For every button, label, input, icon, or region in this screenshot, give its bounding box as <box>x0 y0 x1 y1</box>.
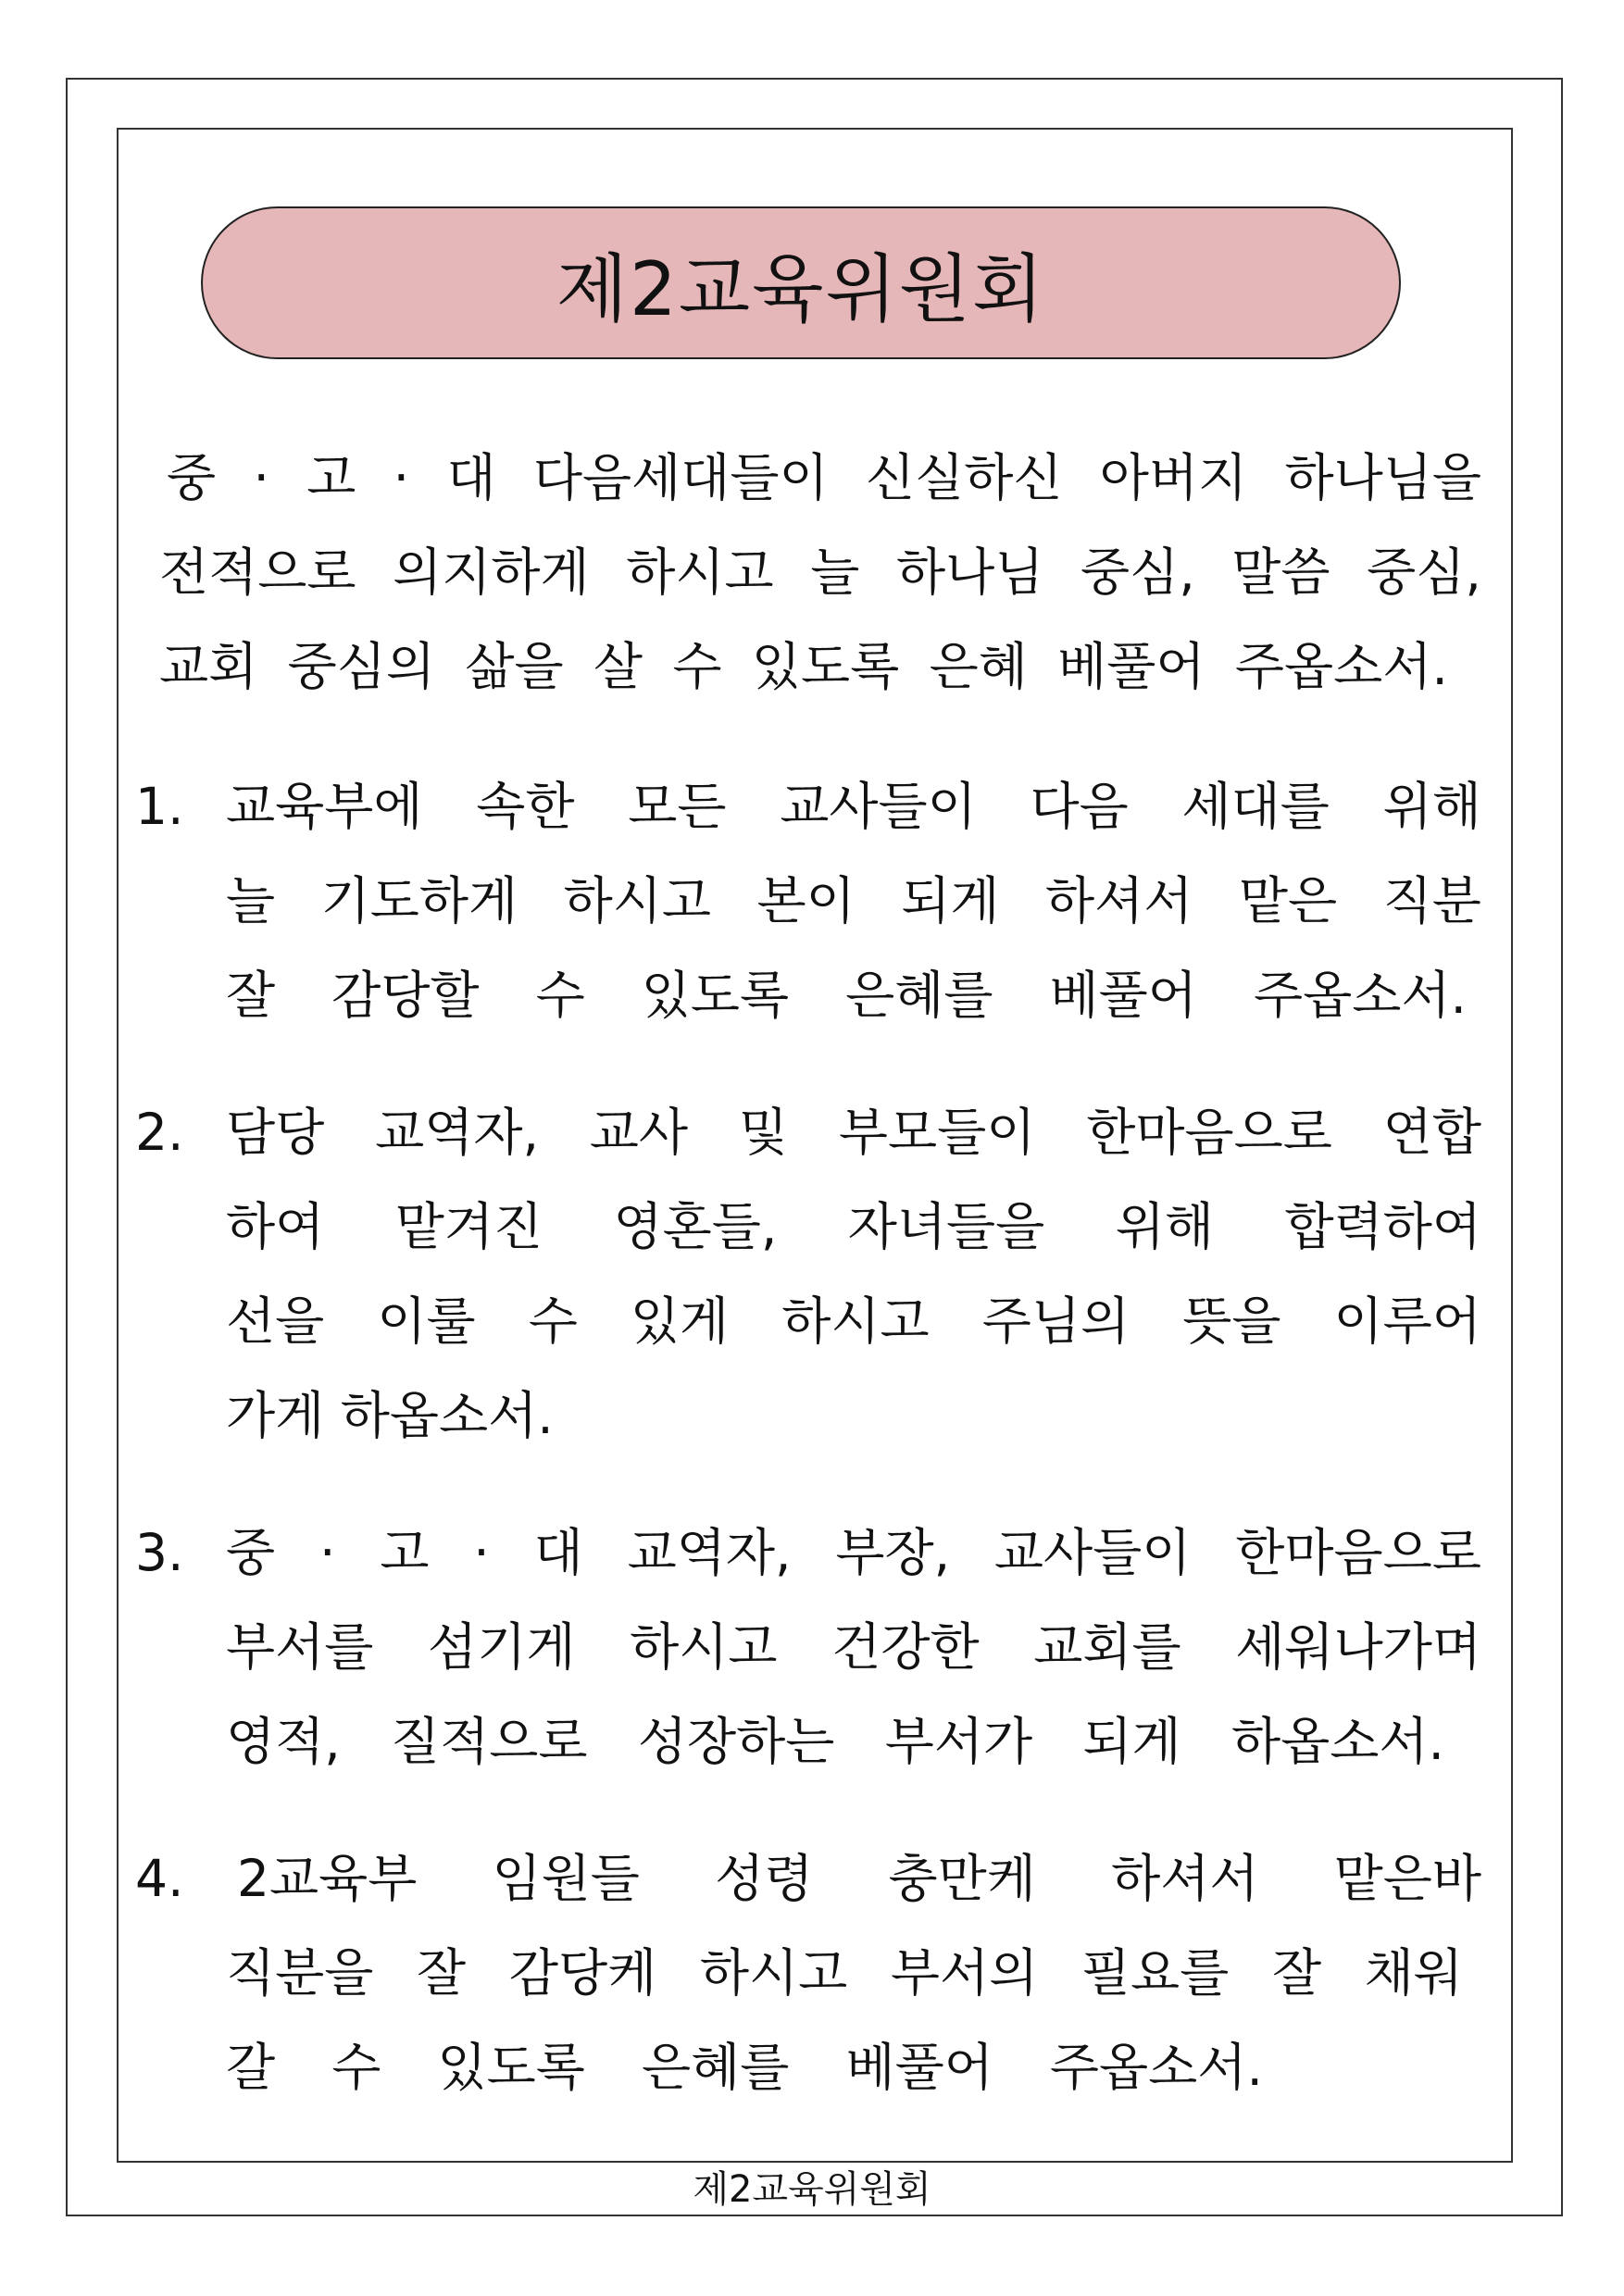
item-line <box>226 759 1481 854</box>
word: 대 <box>446 448 496 507</box>
word: 되게 <box>901 871 1000 930</box>
item-line <box>226 854 1481 948</box>
word: 2교육부 <box>237 1849 418 1908</box>
word: 감당케 <box>508 1943 657 2003</box>
word: 세대를 <box>1181 777 1330 836</box>
page-footer: 제2교육위원회 <box>693 2168 931 2211</box>
word: 맡은바 <box>1333 1849 1481 1908</box>
word: 중 <box>226 1523 276 1582</box>
item-number: 3. <box>135 1523 184 1582</box>
word: 영적, <box>226 1712 341 1771</box>
word: 부모들이 <box>838 1103 1036 1162</box>
word: 하셔서 <box>1045 871 1193 930</box>
word: 부장, <box>835 1523 951 1582</box>
word: 선을 <box>226 1292 325 1351</box>
intro-line <box>159 525 1481 619</box>
word: 필요를 <box>1081 1943 1230 2003</box>
word: 말씀 <box>1231 543 1330 602</box>
word: 속한 <box>476 777 575 836</box>
word: 감당할 <box>331 966 480 1025</box>
word: 주님의 <box>981 1292 1131 1351</box>
word: 영혼들, <box>613 1197 778 1256</box>
word: 하시고 <box>699 1943 848 2003</box>
word: 세워나가며 <box>1235 1617 1481 1677</box>
word: 중심, <box>1367 543 1481 602</box>
intro-line <box>159 430 1481 525</box>
word: 잘 <box>1271 1943 1322 2003</box>
word: 은혜 <box>929 637 1028 696</box>
word: 베풀어 <box>845 2038 993 2097</box>
word: 본이 <box>756 871 856 930</box>
word: 교사들이 <box>993 1523 1192 1582</box>
word: 의지하게 <box>393 543 590 602</box>
item-number: 4. <box>135 1849 184 1908</box>
word: 모든 <box>628 777 727 836</box>
item-line <box>226 2020 1263 2115</box>
word: 중심, <box>1080 543 1195 602</box>
word: 섬기게 <box>428 1617 576 1677</box>
item-line <box>226 1274 1481 1368</box>
word: 충만케 <box>888 1849 1036 1908</box>
word: 은혜를 <box>641 2038 790 2097</box>
word: 베풀어 <box>1049 966 1197 1025</box>
item-line: 가게 하옵소서. <box>226 1386 554 1445</box>
word: 신실하신 <box>865 448 1063 507</box>
word: 갈 <box>226 2038 276 2097</box>
prayer-item-4 <box>237 1831 1481 1926</box>
word: · <box>319 1523 336 1582</box>
word: 아버지 <box>1099 448 1248 507</box>
word: · <box>253 448 269 507</box>
word: 수 <box>331 2038 381 2097</box>
word: 베풀어 <box>1057 637 1206 696</box>
word: 합력하여 <box>1284 1197 1481 1256</box>
word: 한마음으로 <box>1086 1103 1332 1162</box>
word: 있도록 <box>641 966 790 1025</box>
word: 교역자, <box>375 1103 539 1162</box>
word: 부서를 <box>226 1617 374 1677</box>
word: 하여 <box>226 1197 325 1256</box>
word: 중심의 <box>287 637 435 696</box>
word: 뜻을 <box>1182 1292 1281 1351</box>
page-title: 제2교육위원회 <box>556 246 1046 332</box>
word: 부서가 <box>884 1712 1033 1771</box>
word: 이루어 <box>1333 1292 1481 1351</box>
item-line <box>226 948 1467 1042</box>
word: 고 <box>380 1523 430 1582</box>
word: 질적으로 <box>391 1712 588 1771</box>
intro-paragraph <box>159 430 1481 714</box>
item-line <box>226 1505 1481 1600</box>
word: 잘 <box>226 966 276 1025</box>
word: 맡겨진 <box>394 1197 543 1256</box>
word: 직분을 <box>226 1943 374 2003</box>
word: 있도록 <box>751 637 900 696</box>
prayer-item-3 <box>226 1505 1481 1789</box>
item-line <box>226 1694 1444 1789</box>
word: 삶을 <box>465 637 564 696</box>
word: 중 <box>167 448 217 507</box>
word: 늘 <box>810 543 860 602</box>
word: 이룰 <box>377 1292 476 1351</box>
prayer-item-1 <box>226 759 1481 1042</box>
word: 부서의 <box>890 1943 1039 2003</box>
word: 직분 <box>1382 871 1481 930</box>
word: 하나님 <box>895 543 1044 602</box>
word: 하시고 <box>781 1292 930 1351</box>
word: 대 <box>533 1523 583 1582</box>
word: 다음세대들이 <box>532 448 829 507</box>
intro-line <box>159 619 1448 714</box>
word: 하시고 <box>563 871 712 930</box>
word: 전적으로 <box>159 543 356 602</box>
item-line <box>226 1085 1481 1179</box>
word: 하시고 <box>626 543 774 602</box>
word: 담당 <box>226 1103 325 1162</box>
word: 교사들이 <box>780 777 977 836</box>
title-banner <box>201 206 1401 359</box>
word: 하셔서 <box>1111 1849 1259 1908</box>
word: 맡은 <box>1238 871 1338 930</box>
word: 및 <box>738 1103 789 1162</box>
word: 한마음으로 <box>1235 1523 1481 1582</box>
word: 교사 <box>589 1103 689 1162</box>
item-line <box>226 1926 1463 2020</box>
word: 교회를 <box>1033 1617 1181 1677</box>
word: 주옵소서. <box>1253 966 1467 1025</box>
word: 성령 <box>715 1849 814 1908</box>
word: 건강한 <box>831 1617 980 1677</box>
word: 임원들 <box>492 1849 640 1908</box>
word: 하옵소서. <box>1230 1712 1444 1771</box>
word: 수 <box>535 966 585 1025</box>
word: 늘 <box>226 871 276 930</box>
word: 주옵소서. <box>1049 2038 1263 2097</box>
word: 위해 <box>1115 1197 1215 1256</box>
word: 있도록 <box>437 2038 585 2097</box>
word: 되게 <box>1082 1712 1181 1771</box>
word: 잘 <box>417 1943 467 2003</box>
word: 하시고 <box>630 1617 778 1677</box>
word: 교육부에 <box>226 777 423 836</box>
word: · <box>473 1523 490 1582</box>
word: 연합 <box>1382 1103 1481 1162</box>
item-number: 1. <box>135 777 184 836</box>
item-line <box>226 1179 1481 1274</box>
word: 수 <box>528 1292 578 1351</box>
word: 채워 <box>1364 1943 1463 2003</box>
word: 살 <box>593 637 643 696</box>
item-line <box>226 1600 1481 1694</box>
word: 은혜를 <box>845 966 993 1025</box>
item-number: 2. <box>135 1103 184 1162</box>
word: 성장하는 <box>637 1712 835 1771</box>
word: 수 <box>672 637 722 696</box>
prayer-item-2 <box>226 1085 1481 1463</box>
word: 교역자, <box>627 1523 792 1582</box>
word: 있게 <box>630 1292 730 1351</box>
word: 위해 <box>1382 777 1481 836</box>
word: 고 <box>306 448 356 507</box>
word: 기도하게 <box>320 871 518 930</box>
word: 하나님을 <box>1284 448 1481 507</box>
word: 주옵소서. <box>1234 637 1448 696</box>
prayer-item-4-cont <box>226 1926 1463 2115</box>
item-line <box>237 1831 1481 1926</box>
word: · <box>393 448 410 507</box>
word: 교회 <box>159 637 258 696</box>
word: 자녀들을 <box>847 1197 1045 1256</box>
word: 다음 <box>1030 777 1129 836</box>
